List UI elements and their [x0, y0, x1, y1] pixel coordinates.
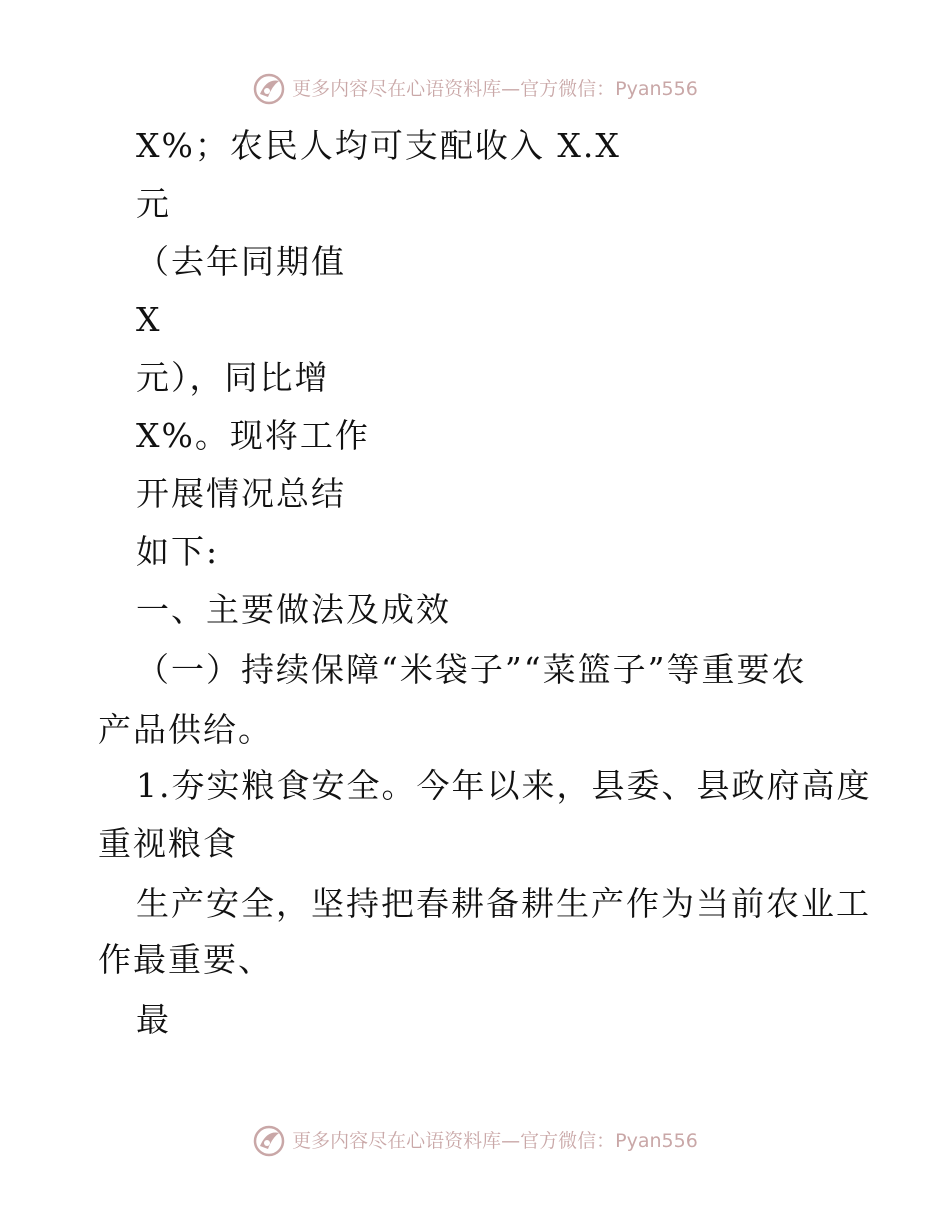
text-line: 元），同比增 — [136, 358, 330, 397]
watermark-text: 更多内容尽在心语资料库—官方微信：Pyan556 — [292, 77, 698, 100]
text-line: 1.夯实粮食安全。今年以来，县委、县政府高度 — [136, 766, 872, 805]
watermark-text: 更多内容尽在心语资料库—官方微信：Pyan556 — [292, 1129, 698, 1152]
text-line: X%；农民人均可支配收入 X.X — [136, 126, 621, 165]
subsection-heading: （一）持续保障“米袋子”“菜篮子”等重要农 — [136, 650, 807, 689]
text-line: X%。现将工作 — [136, 416, 370, 455]
text-line: 开展情况总结 — [136, 474, 346, 513]
text-line: 如下: — [136, 532, 220, 571]
text-line: 作最重要、 — [98, 940, 273, 979]
text-line: 产品供给。 — [98, 710, 273, 749]
section-heading: 一、主要做法及成效 — [136, 590, 451, 629]
text-line: 生产安全，坚持把春耕备耕生产作为当前农业工 — [136, 884, 871, 923]
text-line: 最 — [136, 1000, 171, 1039]
watermark-logo-icon — [252, 1124, 286, 1158]
text-line: X — [136, 300, 162, 339]
text-line: 重视粮食 — [98, 824, 238, 863]
text-line: 元 — [136, 184, 171, 223]
text-line: （去年同期值 — [136, 242, 346, 281]
footer-watermark — [0, 1124, 950, 1158]
